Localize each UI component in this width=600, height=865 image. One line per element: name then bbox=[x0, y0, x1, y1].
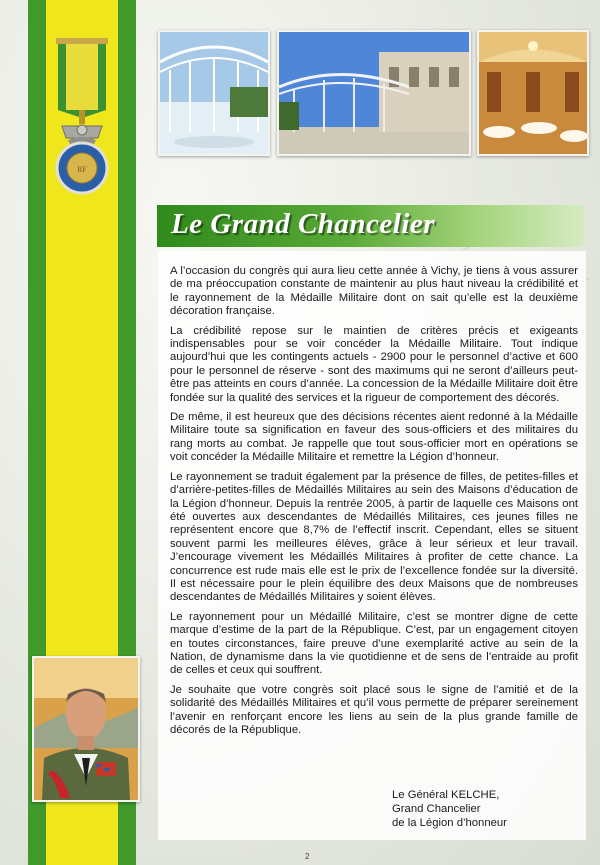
paragraph: Le rayonnement pour un Médaillé Militaire, c’est se montrer digne de cette marque d’estime de la part de la République. C’est, par un engagement citoyen en toutes circonstances, faire preuve d’une exemplarité active au sein de la Nation, de dynamisme dans la vie quotidienne et de sens de l’entraide au profit de celles et ceux qui souffrent. bbox=[170, 610, 578, 677]
svg-text:RF: RF bbox=[77, 165, 87, 174]
paragraph: La crédibilité repose sur le maintien de critères précis et exigeants indispensables pour se voir concéder la Médaille Militaire. Tout indique aujourd’hui que les contingents actuels - 2900 pour le personnel d’active et 600 pour le personnel de réserve - sont des maximums qui ne seront d’ailleurs peut-être pas atteints en cours d’année. La concession de la Médaille Militaire doit être fondée sur la qualité des services et la rigueur de comportement des décorés. bbox=[170, 324, 578, 404]
banquet-hall-photo bbox=[477, 30, 589, 156]
general-portrait-photo bbox=[32, 656, 140, 802]
paragraph: De même, il est heureux que des décisions récentes aient redonné à la Médaille Militaire toute sa signification en faveur des sous-officiers et des militaires du rang morts au combat. Je rappelle que tout sous-officier mort en opérations se voit concéder la Médaille Militaire et remettre la Légion d’honneur. bbox=[170, 411, 578, 464]
paragraph: A l’occasion du congrès qui aura lieu cette année à Vichy, je tiens à vous assurer de ma préoccupation constante de maintenir au plus haut niveau la crédibilité et le rayonnement de la Médaille Militaire dont on sait qu’elle est la deuxième décoration française. bbox=[170, 265, 578, 318]
page-number: 2 bbox=[305, 852, 310, 861]
vichy-colonnade-photo bbox=[158, 30, 270, 156]
signature-org: de la Légion d’honneur bbox=[392, 817, 507, 829]
medaille-militaire-image bbox=[52, 38, 112, 196]
paragraph: Le rayonnement se traduit également par la présence de filles, de petites-filles et d’arrière-petites-filles de Médaillés Militaires au sein des Maisons d’éducation de la Légion d’honneur. Depuis la rentrée 2005, à partir de laquelle ces Maisons ont été ouvertes aux descendantes de Médaillés Militaires, ces jeunes filles ne représentent encore que 8,7% de l’effectif inscrit. Cependant, elles se situent souvent parmi les meilleures élèves, grâce à leur sérieux et leur travail. J’encourage vivement les Médaillés Militaires à profiter de cette chance. La concurrence est rude mais elle est le prix de l’excellence fondée sur la diversité. Il est nécessaire pour le plein équilibre des deux Maisons que de nombreuses descendantes de Médaillés Militaires y soient élèves. bbox=[170, 470, 578, 604]
title-banner bbox=[157, 205, 585, 247]
signature-block bbox=[392, 788, 507, 830]
paragraph: Je souhaite que votre congrès soit placé sous le signe de l’amitié et de la solidarité des Médaillés Militaires et qu’il vous permette de préparer sereinement l’avenir en renforçant encore les liens au sein de la plus grande famille de décorés de la République. bbox=[170, 683, 578, 736]
signature-role: Grand Chancelier bbox=[392, 803, 481, 815]
vichy-opera-exterior-photo bbox=[277, 30, 471, 156]
signature-name: Le Général KELCHE, bbox=[392, 789, 500, 801]
page-title: Le Grand Chancelier bbox=[171, 208, 436, 240]
article-body bbox=[170, 265, 578, 743]
